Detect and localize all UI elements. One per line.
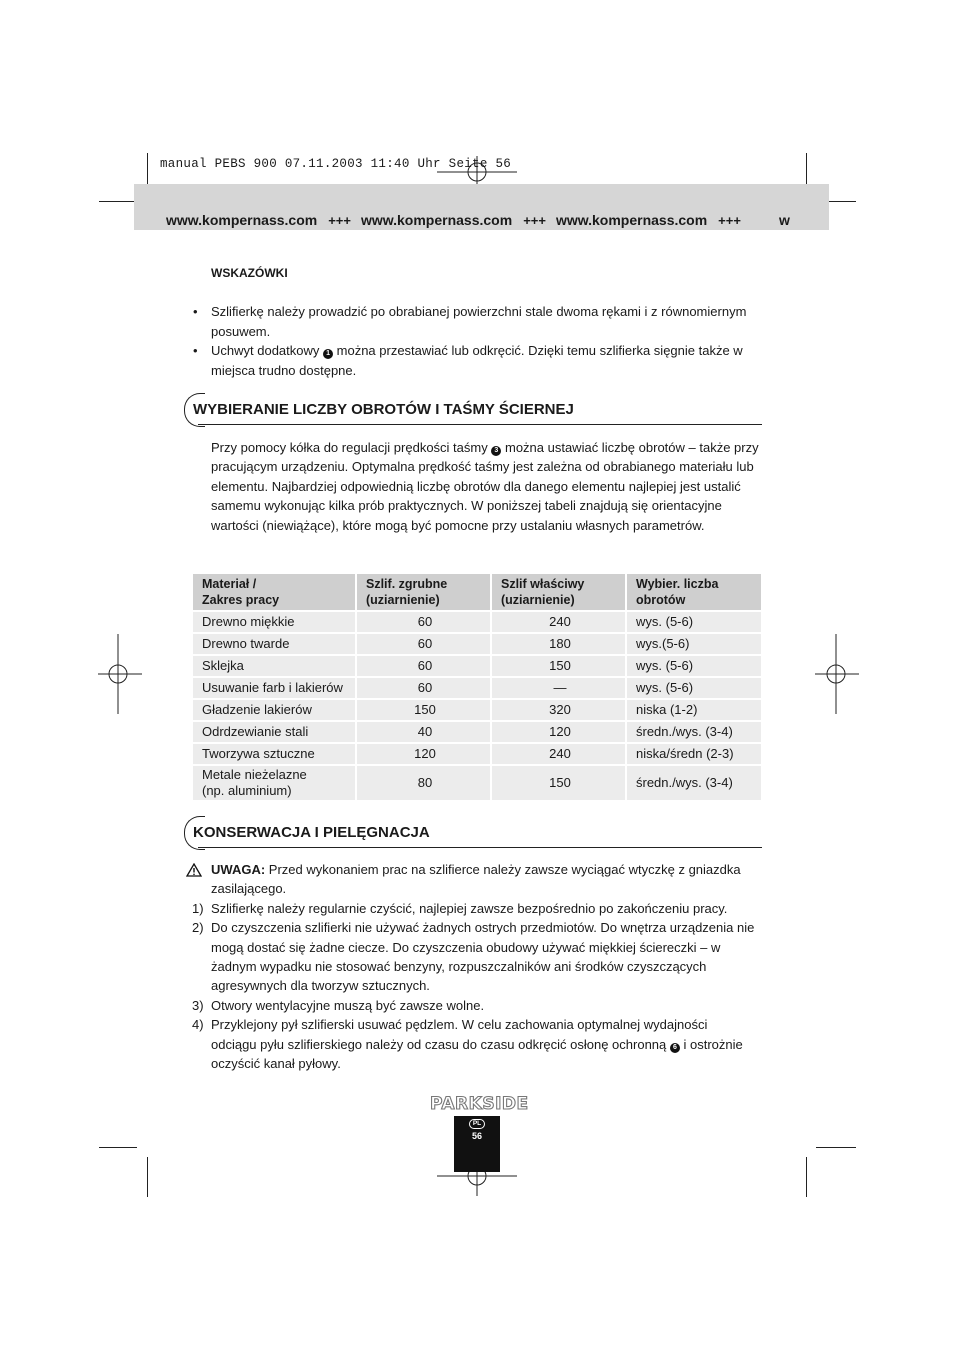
crop-mark	[99, 201, 137, 202]
reference-number-icon: 1	[323, 349, 333, 359]
paragraph-text: można ustawiać liczbę obrotów – także przy pracującym urządzeniu. Optymalna prędkość taśmy jest zależna od obrabianego materiału lub elementu. Najbardziej odpowiednią liczbę obrotów dla danego elementu najlepiej jest ustalić samemu wykonując kilka prób praktycznych. W poniższej tabeli znajdują się orientacyjne wartości (niewiążące), które mogą być pomocne przy ustalaniu własnych parametrów.	[211, 440, 759, 533]
cell-coarse: 120	[356, 743, 491, 765]
cell-material: Metale nieżelazne (np. aluminium)	[193, 765, 356, 800]
bullet-symbol: •	[193, 343, 198, 358]
item-number: 1)	[192, 900, 204, 916]
column-header-coarse: Szlif. zgrubne (uziarnienie)	[356, 574, 491, 611]
cell-material: Odrdzewianie stali	[193, 721, 356, 743]
cell-speed: niska/średn (2-3)	[626, 743, 761, 765]
warning-item	[186, 860, 756, 899]
cell-fine: —	[491, 677, 626, 699]
website-link[interactable]: www.kompernass.com	[166, 212, 318, 228]
crop-mark	[147, 1157, 148, 1197]
page-number-box	[454, 1116, 500, 1172]
bullet-text: Szlifierkę należy prowadzić po obrabianej powierzchni stale dwoma rękami i z równomiernym posuwem.	[211, 304, 747, 339]
cell-speed: wys. (5-6)	[626, 611, 761, 633]
item-text: i ostrożnie oczyścić kanał pyłowy.	[211, 1036, 743, 1072]
crop-mark	[99, 1147, 137, 1148]
cell-material: Drewno miękkie	[193, 611, 356, 633]
website-link-truncated: w	[778, 212, 790, 228]
table-row	[193, 743, 761, 765]
item-text: Szlifierkę należy regularnie czyścić, najlepiej zawsze bezpośrednio po zakończeniu pracy.	[211, 900, 728, 916]
table-row	[193, 633, 761, 655]
tips-title: WSKAZÓWKI	[211, 266, 288, 280]
website-banner-text	[166, 211, 790, 230]
cell-coarse: 60	[356, 655, 491, 677]
maintenance-list	[186, 860, 756, 1073]
website-link[interactable]: www.kompernass.com	[360, 212, 513, 228]
print-header: manual PEBS 900 07.11.2003 11:40 Uhr Seite 56	[160, 157, 512, 171]
list-item	[193, 302, 763, 341]
cell-fine: 180	[491, 633, 626, 655]
cell-coarse: 80	[356, 765, 491, 800]
paragraph-text: Przy pomocy kółka do regulacji prędkości taśmy	[211, 440, 488, 455]
cell-speed: wys. (5-6)	[626, 655, 761, 677]
cell-coarse: 60	[356, 677, 491, 699]
crop-mark	[806, 1157, 807, 1197]
cell-material: Gładzenie lakierów	[193, 699, 356, 721]
website-banner	[134, 184, 829, 230]
list-item	[186, 918, 756, 996]
cell-coarse: 60	[356, 633, 491, 655]
table-row	[193, 677, 761, 699]
separator: +++	[523, 213, 546, 228]
bullet-text: Uchwyt dodatkowy	[211, 343, 320, 358]
warning-icon	[186, 863, 202, 877]
heading-underline	[198, 424, 762, 425]
registration-target-icon	[815, 634, 859, 714]
column-header-fine: Szlif właściwy (uziarnienie)	[491, 574, 626, 611]
list-item	[186, 1015, 756, 1073]
table-row	[193, 721, 761, 743]
heading-underline	[198, 847, 762, 848]
cell-fine: 150	[491, 655, 626, 677]
registration-target-icon	[98, 634, 142, 714]
page-number: 56	[471, 1131, 482, 1141]
list-item	[186, 996, 756, 1015]
cell-fine: 320	[491, 699, 626, 721]
cell-coarse: 60	[356, 611, 491, 633]
column-header-speed: Wybier. liczba obrotów	[626, 574, 761, 611]
tips-list	[193, 302, 763, 380]
cell-material: Sklejka	[193, 655, 356, 677]
section-heading-text: KONSERWACJA I PIELĘGNACJA	[193, 824, 430, 841]
cell-fine: 150	[491, 765, 626, 800]
website-link[interactable]: www.kompernass.com	[555, 212, 708, 228]
speed-paragraph	[211, 438, 761, 535]
cell-material: Drewno twarde	[193, 633, 356, 655]
separator: +++	[328, 213, 351, 228]
cell-coarse: 150	[356, 699, 491, 721]
table-row	[193, 699, 761, 721]
list-item	[193, 341, 763, 380]
table-row	[193, 611, 761, 633]
separator: +++	[718, 213, 741, 228]
cell-speed: wys. (5-6)	[626, 677, 761, 699]
reference-number-icon: 3	[491, 446, 501, 456]
cell-speed: średn./wys. (3-4)	[626, 765, 761, 800]
item-number: 2)	[192, 920, 204, 936]
item-text: Przyklejony pył szlifierski usuwać pędzlem. W celu zachowania optymalnej wydajności odciągu pyłu szlifierskiego należy od czasu do czasu odkręcić osłonę ochronną	[211, 1017, 708, 1052]
cell-coarse: 40	[356, 721, 491, 743]
speed-table	[193, 574, 761, 800]
cell-speed: wys.(5-6)	[626, 633, 761, 655]
cell-fine: 240	[491, 743, 626, 765]
table-row	[193, 655, 761, 677]
crop-mark	[816, 1147, 856, 1148]
list-item	[186, 899, 756, 918]
table-row	[193, 765, 761, 800]
cell-fine: 120	[491, 721, 626, 743]
item-number: 4)	[192, 1017, 204, 1033]
item-text: Do czyszczenia szlifierki nie używać żadnych ostrych przedmiotów. Do wnętrza urządzenia nie mogą dostać się żadne ciecze. Do czyszczenia obudowy używać miękkiej ściereczki – w żadnym wypadku nie stosować benzyny, rozpuszczalników ani środków czyszczących agresywnych dla tworzyw sztucznych.	[211, 920, 755, 994]
cell-material: Tworzywa sztuczne	[193, 743, 356, 765]
table-header-row	[193, 574, 761, 611]
brand-logo: PARKSIDE	[430, 1094, 529, 1114]
item-text: Otwory wentylacyjne muszą być zawsze wolne.	[211, 997, 485, 1013]
warning-text: Przed wykonaniem prac na szlifierce należy zawsze wyciągać wtyczkę z gniazdka zasilającego.	[211, 862, 741, 897]
reference-number-icon: 6	[670, 1043, 680, 1053]
section-heading	[184, 816, 762, 848]
cell-material: Usuwanie farb i lakierów	[193, 677, 356, 699]
bullet-symbol: •	[193, 304, 198, 319]
cell-fine: 240	[491, 611, 626, 633]
column-header-material: Materiał / Zakres pracy	[193, 574, 356, 611]
item-number: 3)	[192, 997, 204, 1013]
section-heading	[184, 393, 762, 425]
section-heading-text: WYBIERANIE LICZBY OBROTÓW I TAŚMY ŚCIERNEJ	[193, 401, 574, 418]
warning-label: UWAGA:	[211, 862, 266, 877]
bullet-text: można przestawiać lub odkręcić. Dzięki temu szlifierka sięgnie także w miejsca trudno dostępne.	[211, 343, 743, 378]
cell-speed: niska (1-2)	[626, 699, 761, 721]
language-badge: PL	[469, 1119, 485, 1129]
cell-speed: średn./wys. (3-4)	[626, 721, 761, 743]
